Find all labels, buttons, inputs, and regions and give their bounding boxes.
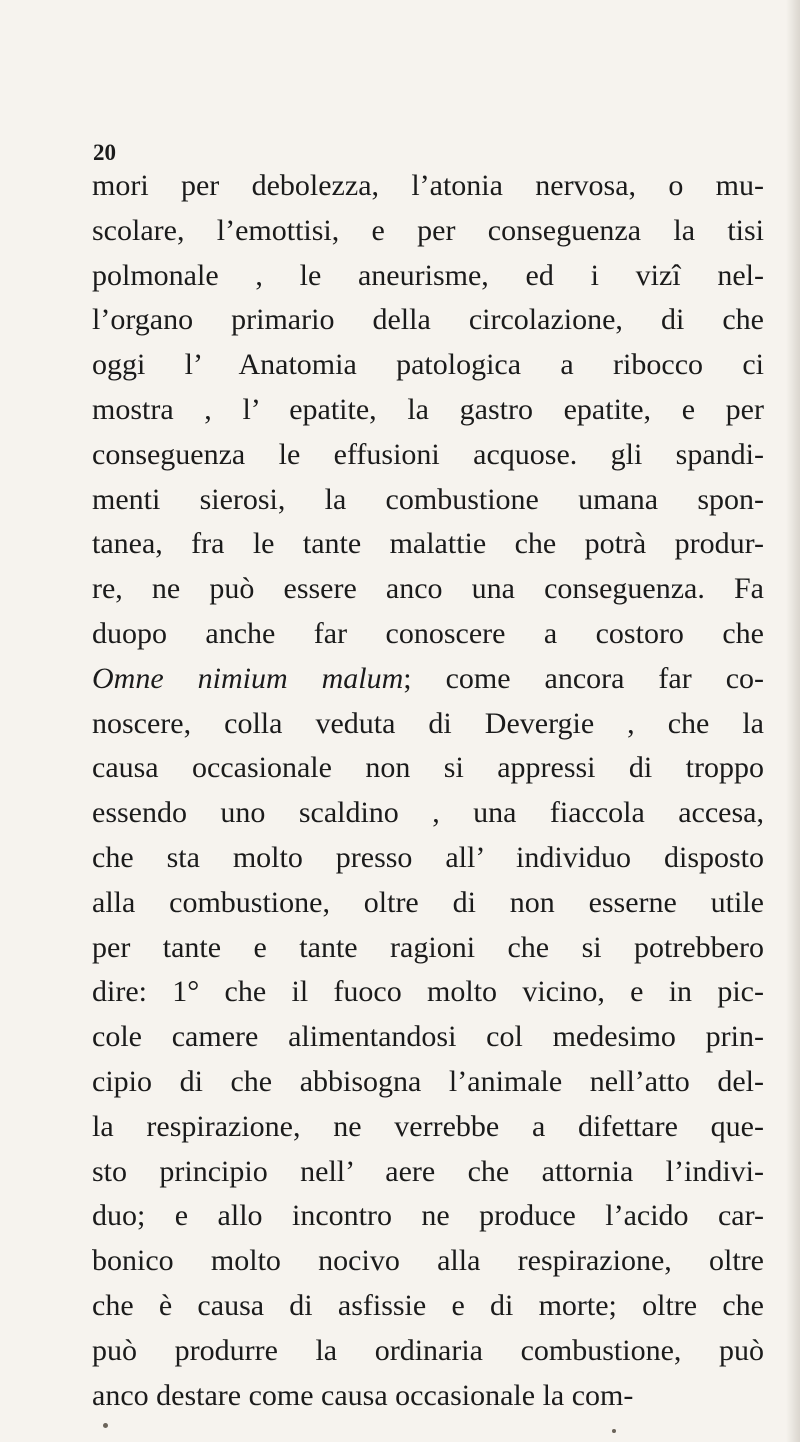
text-line: bonico molto nocivo alla respirazione, oltre [92, 1244, 764, 1278]
page-number: 20 [93, 140, 116, 165]
text-line-with-italic [92, 657, 764, 702]
text-line: per tante e tante ragioni che si potrebbero [92, 930, 764, 964]
latin-phrase: Omne nimium malum [92, 661, 404, 695]
text-line: menti sierosi, la combustione umana spon- [92, 482, 764, 516]
text-line: cipio di che abbisogna l’animale nell’atto del- [92, 1064, 764, 1098]
text-line: la respirazione, ne verrebbe a difettare que- [92, 1109, 764, 1143]
text-line: polmonale , le aneurisme, ed i vizî nel- [92, 258, 764, 292]
page-edge-shadow [786, 0, 800, 1442]
ink-speck [612, 1429, 616, 1433]
text-line: sto principio nell’ aere che attornia l’indivi- [92, 1154, 764, 1188]
text-line: alla combustione, oltre di non esserne utile [92, 885, 764, 919]
text-line: conseguenza le effusioni acquose. gli spandi- [92, 437, 764, 471]
ink-speck [103, 1423, 108, 1428]
text-line: dire: 1° che il fuoco molto vicino, e in pic- [92, 975, 764, 1009]
text-line: tanea, fra le tante malattie che potrà produr- [92, 527, 764, 561]
text-line: causa occasionale non si appressi di troppo [92, 751, 764, 785]
text-line: scolare, l’emottisi, e per conseguenza la tisi [92, 213, 764, 247]
text-line: anco destare come causa occasionale la com- [92, 1378, 634, 1412]
text-line: che sta molto presso all’ individuo disposto [92, 840, 764, 874]
text-line: duopo anche far conoscere a costoro che [92, 616, 764, 650]
body-text [92, 164, 764, 1418]
text-line: re, ne può essere anco una conseguenza. Fa [92, 572, 764, 606]
text-line: mori per debolezza, l’atonia nervosa, o mu- [92, 169, 764, 202]
text-line: cole camere alimentandosi col medesimo prin- [92, 1020, 764, 1054]
text-line: mostra , l’ epatite, la gastro epatite, e per [92, 392, 764, 426]
text-line: essendo uno scaldino , una fiaccola accesa, [92, 796, 764, 830]
text-line: oggi l’ Anatomia patologica a ribocco ci [92, 348, 764, 382]
text-line: che è causa di asfissie e di morte; oltre che [92, 1288, 764, 1322]
text-line: noscere, colla veduta di Devergie , che la [92, 706, 764, 740]
text-line: duo; e allo incontro ne produce l’acido car- [92, 1199, 764, 1233]
text-line: l’organo primario della circolazione, di che [92, 303, 764, 337]
text-line-remainder: ; come ancora far co- [403, 661, 765, 695]
text-line: può produrre la ordinaria combustione, può [92, 1333, 764, 1367]
